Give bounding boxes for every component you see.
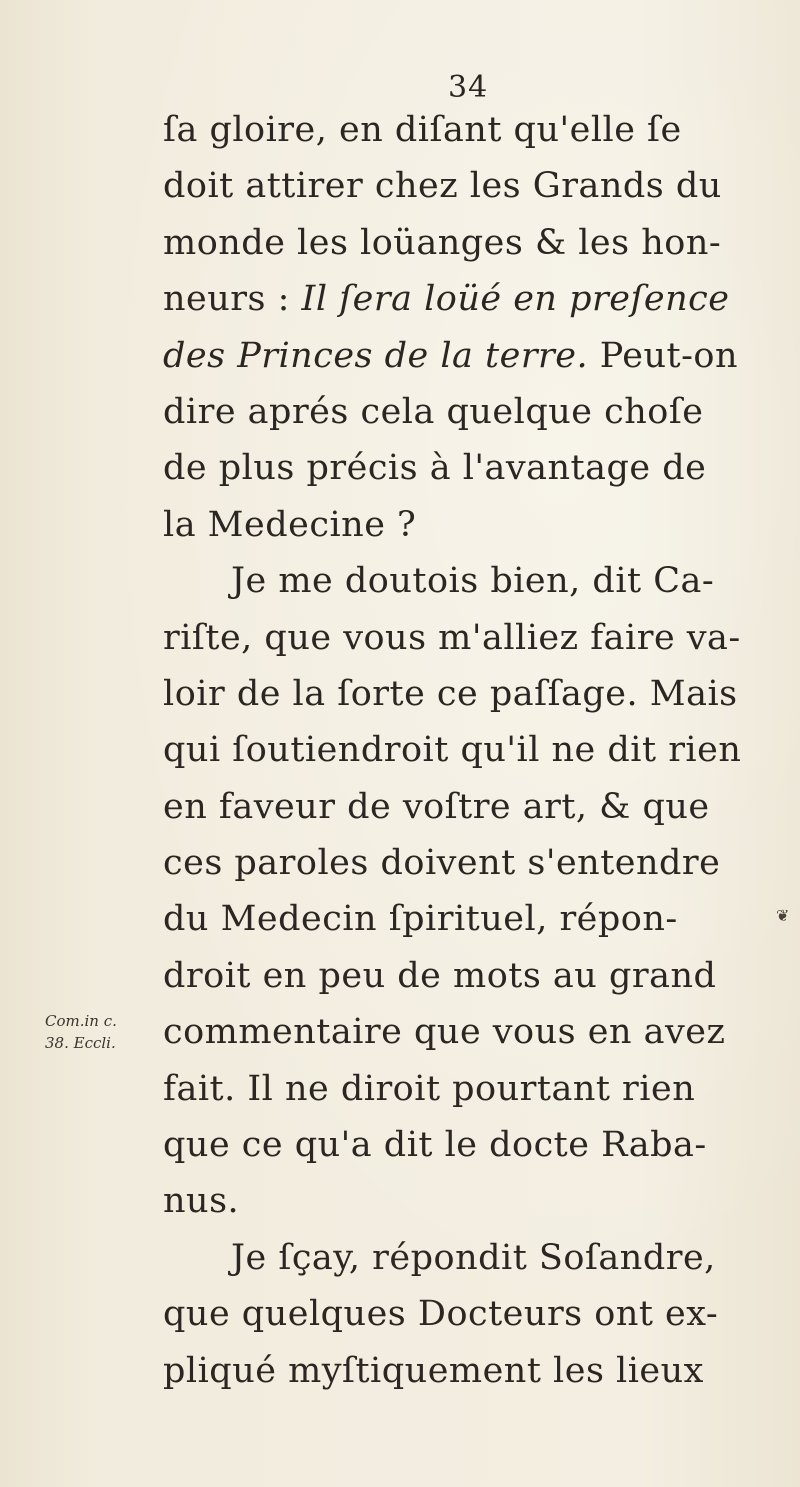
text-line: que quelques Docteurs ont ex- bbox=[163, 1294, 719, 1335]
text-line: dire aprés cela quelque choſe bbox=[163, 391, 704, 432]
text-line: monde les loüanges & les hon- bbox=[163, 222, 722, 263]
text-italic-quotation: Il ſera loüé en preſence bbox=[301, 279, 730, 320]
text-line: ces paroles doivent s'entendre bbox=[163, 843, 721, 884]
margin-note-line: Com.in c. bbox=[45, 1012, 117, 1030]
text-line: qui ſoutiendroit qu'il ne dit rien bbox=[163, 730, 742, 771]
text-line: en faveur de voſtre art, & que bbox=[163, 786, 710, 827]
text-line: commentaire que vous en avez bbox=[163, 1012, 726, 1053]
text-line bbox=[163, 271, 763, 327]
page-number: 34 bbox=[448, 70, 489, 105]
text-line: nus. bbox=[163, 1181, 240, 1222]
paragraph-start-line: Je ſçay, répondit Soſandre, bbox=[231, 1237, 716, 1278]
text-italic-quotation: des Princes de la terre. bbox=[163, 335, 589, 376]
margin-note-line: 38. Eccli. bbox=[45, 1034, 116, 1052]
text-roman: neurs : bbox=[163, 279, 302, 320]
text-line: de plus précis à l'avantage de bbox=[163, 448, 707, 489]
body-text bbox=[163, 102, 763, 1399]
text-line: fait. Il ne diroit pourtant rien bbox=[163, 1068, 696, 1109]
text-line: pliqué myſtiquement les lieux bbox=[163, 1350, 704, 1391]
text-line: que ce qu'a dit le docte Raba- bbox=[163, 1125, 707, 1166]
text-line: ſa gloire, en diſant qu'elle ſe bbox=[163, 110, 682, 150]
text-line: riſte, que vous m'alliez faire va- bbox=[163, 617, 741, 658]
text-line: loir de la ſorte ce paſſage. Mais bbox=[163, 673, 738, 714]
text-line: du Medecin ſpirituel, répon- bbox=[163, 899, 678, 940]
paragraph-start-line: Je me doutois bien, dit Ca- bbox=[231, 561, 715, 602]
text-line: droit en peu de mots au grand bbox=[163, 955, 717, 996]
margin-note bbox=[45, 1010, 117, 1054]
text-line: la Medecine ? bbox=[163, 504, 417, 545]
text-line bbox=[163, 328, 763, 384]
text-roman: Peut-on bbox=[588, 335, 739, 376]
fleuron-icon: ❦ bbox=[776, 906, 790, 925]
text-line: doit attirer chez les Grands du bbox=[163, 166, 722, 207]
